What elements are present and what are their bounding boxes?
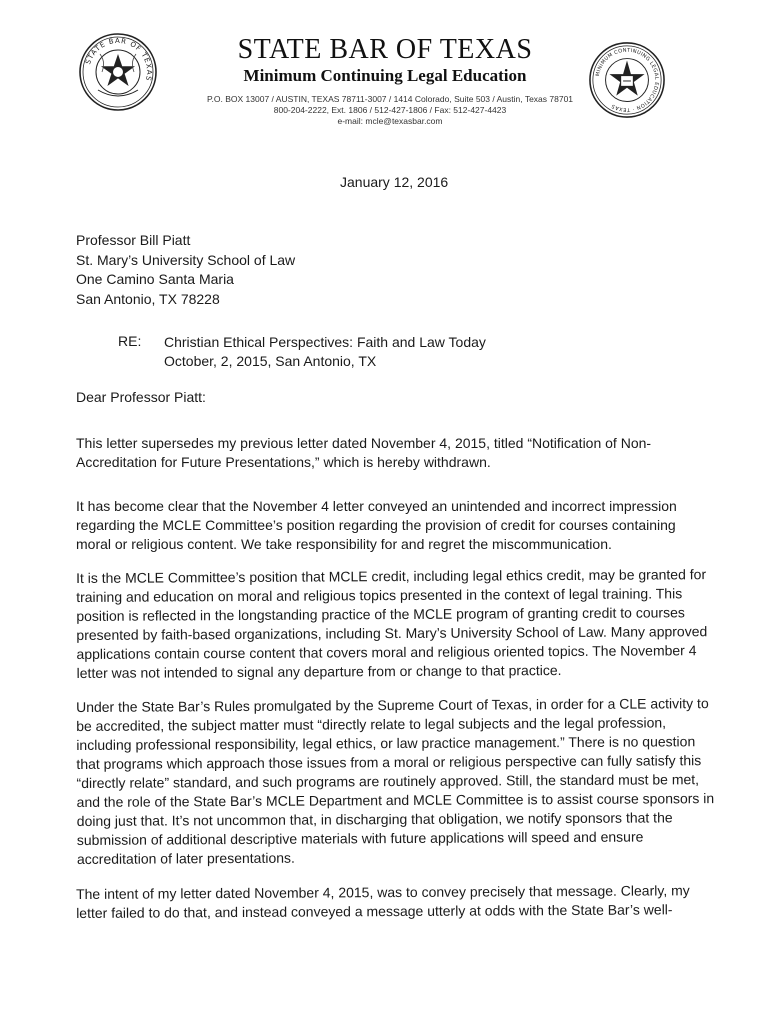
salutation: Dear Professor Piatt: <box>76 389 206 405</box>
paragraph <box>76 881 690 923</box>
letter-date: January 12, 2016 <box>340 174 449 190</box>
re-subject <box>164 333 486 371</box>
paragraph-line: It is the MCLE Committee’s position that MCLE credit, including legal ethics credit, may be granted for <box>76 566 707 586</box>
paragraph-line: Under the State Bar’s Rules promulgated by the Supreme Court of Texas, in order for a CLE activity to <box>76 695 709 715</box>
paragraph-line: training and education on moral and religious topics presented in the context of legal training. This <box>76 585 683 605</box>
left-seal-text: STATE BAR OF TEXAS <box>84 36 154 83</box>
recipient-institution: St. Mary’s University School of Law <box>76 251 296 268</box>
recipient-name: Professor Bill Piatt <box>76 232 191 248</box>
phone-fax: 800-204-2222, Ext. 1806 / 512-427-1806 / Fax: 512-427-4423 <box>273 105 507 115</box>
paragraph <box>76 497 677 554</box>
paragraph-line: regarding the MCLE Committee’s position regarding the provision of credit for courses containing <box>76 517 676 533</box>
organization-subtitle: Minimum Continuing Legal Education <box>243 66 527 85</box>
paragraph-line: and the role of the State Bar’s MCLE Department and MCLE Committee is to assist course sponsors in <box>76 790 715 810</box>
re-course-title: Christian Ethical Perspectives: Faith and Law Today <box>164 334 486 350</box>
paragraph-line: submission of additional descriptive materials with future applications will speed and ensure <box>76 828 644 848</box>
paragraph-line: be accredited, the subject matter must “directly relate to legal subjects and the legal profession, <box>76 714 667 734</box>
mailing-address: P.O. BOX 13007 / AUSTIN, TEXAS 78711-3007 / 1414 Colorado, Suite 503 / Austin, Texas 78701 <box>206 94 574 104</box>
email-address: e-mail: mcle@texasbar.com <box>337 116 443 126</box>
right-seal-text: MINIMUM CONTINUING LEGAL EDUCATION · TEXAS <box>594 47 660 113</box>
paragraph-line: It has become clear that the November 4 letter conveyed an unintended and incorrect impression <box>76 498 677 514</box>
paragraph <box>76 565 708 683</box>
paragraph-line: including professional responsibility, legal ethics, or law practice management.” There is no question <box>76 733 696 753</box>
paragraph-line: letter was not intended to signal any departure from or change to that practice. <box>76 662 562 681</box>
paragraph-line: position is reflected in the longstanding practice of the MCLE program of granting credit to courses <box>76 604 685 624</box>
paragraph <box>76 434 651 472</box>
paragraph-line: “directly relate” standard, and such programs are routinely approved. Still, the standard must be met, <box>76 771 700 791</box>
paragraph-line: presented by faith-based organizations, including St. Mary’s University School of Law. Many approved <box>76 623 708 643</box>
recipient-block <box>76 231 295 309</box>
paragraph-line: Accreditation for Future Presentations,” which is hereby withdrawn. <box>76 454 491 470</box>
paragraph-line: doing just that. It’s not uncommon that, in discharging that obligation, we notify sponsors that the <box>76 809 673 829</box>
paragraph-line: applications contain course content that covers moral and religious oriented topics. The November 4 <box>76 642 697 662</box>
paragraph-line: The intent of my letter dated November 4, 2015, was to convey precisely that message. Clearly, my <box>76 882 690 902</box>
paragraph-line: This letter supersedes my previous letter dated November 4, 2015, titled “Notification of Non- <box>76 435 652 451</box>
paragraph-line: that programs which approach those issues from a moral or religious perspective can fully satisfy this <box>76 752 702 772</box>
paragraph <box>76 694 715 869</box>
re-course-date: October, 2, 2015, San Antonio, TX <box>164 353 377 369</box>
paragraph-line: moral or religious content. We take responsibility for and regret the miscommunication. <box>76 536 612 552</box>
state-bar-seal-icon <box>78 32 158 112</box>
re-label: RE: <box>118 333 142 349</box>
organization-title: STATE BAR OF TEXAS <box>237 34 533 65</box>
paragraph-line: letter failed to do that, and instead conveyed a message utterly at odds with the State Bar’s well- <box>76 901 673 921</box>
recipient-city: San Antonio, TX 78228 <box>76 290 220 307</box>
paragraph-line: accreditation of later presentations. <box>76 849 295 867</box>
recipient-street: One Camino Santa Maria <box>76 271 234 287</box>
